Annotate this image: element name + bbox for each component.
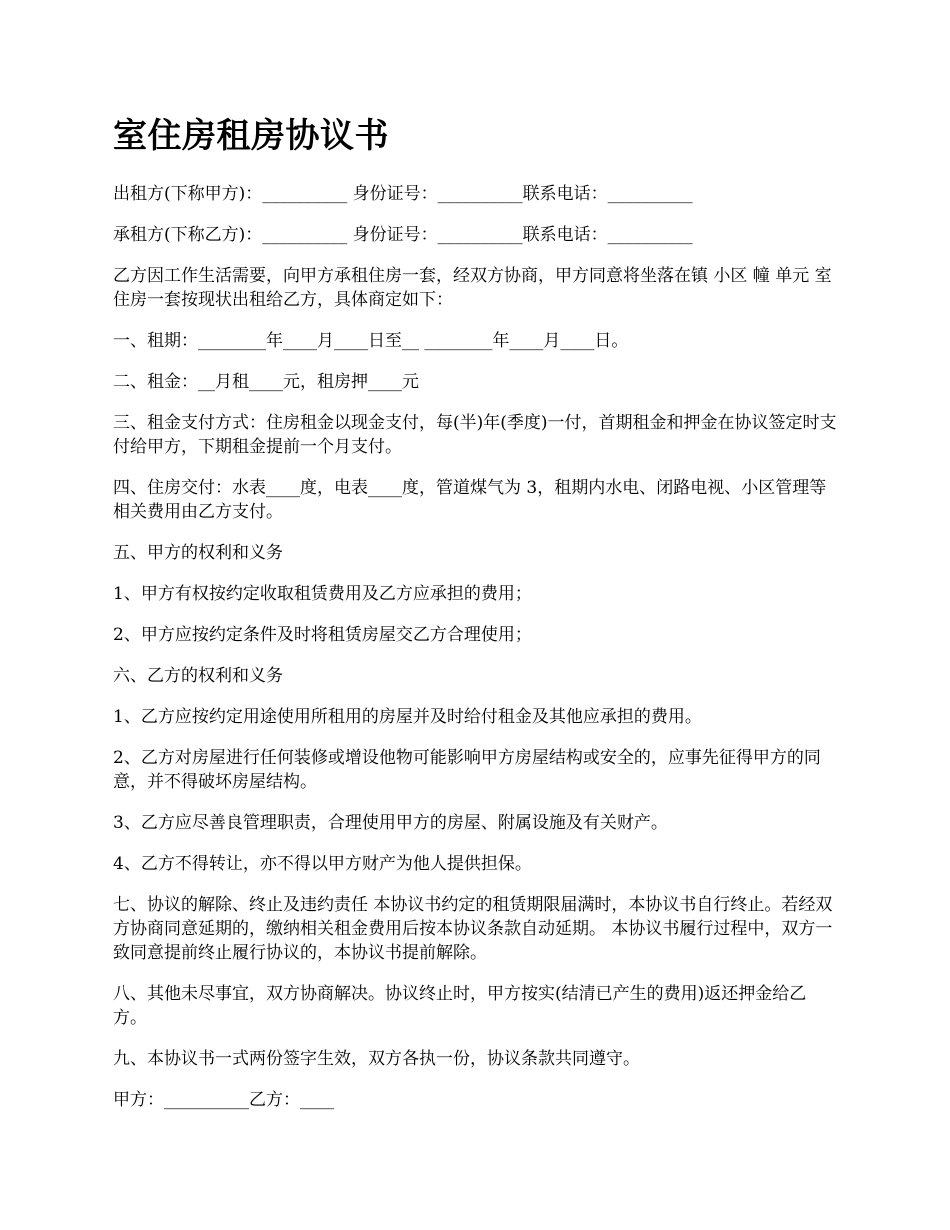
clause-delivery: 四、住房交付：水表____度，电表____度，管道煤气为 3，租期内水电、闭路电视、小区管理等相关费用由乙方支付。 (113, 478, 827, 522)
lessee-item-4: 4、乙方不得转让，亦不得以甲方财产为他人提供担保。 (113, 854, 532, 874)
document-page (113, 112, 839, 1129)
preamble: 乙方因工作生活需要，向甲方承租住房一套，经双方协商，甲方同意将坐落在镇 小区 幢 单元 室住房一套按现状出租给乙方，具体商定如下： (113, 266, 832, 310)
clause-other-matters: 八、其他未尽事宜，双方协商解决。协议终止时，甲方按实(结清已产生的费用)返还押金给乙方。 (113, 984, 807, 1028)
lessor-info: 出租方(下称甲方)：__________ 身份证号：__________联系电话：__________ (113, 184, 693, 204)
clause-rent: 二、租金：__月租____元，租房押____元 (113, 372, 419, 392)
clause-term: 一、租期：________年____月____日至__ ________年____月____日。 (113, 331, 629, 351)
lessor-item-2: 2、甲方应按约定条件及时将租赁房屋交乙方合理使用； (113, 625, 532, 645)
clause-payment-method: 三、租金支付方式：住房租金以现金支付，每(半)年(季度)一付，首期租金和押金在协议签定时支付给甲方，下期租金提前一个月支付。 (113, 413, 837, 457)
lessee-item-1: 1、乙方应按约定用途使用所租用的房屋并及时给付租金及其他应承担的费用。 (113, 707, 702, 727)
lessee-item-3: 3、乙方应尽善良管理职责，合理使用甲方的房屋、附属设施及有关财产。 (113, 813, 668, 833)
document-title: 室住房租房协议书 (113, 116, 389, 156)
lessee-info: 承租方(下称乙方)：__________ 身份证号：__________联系电话：__________ (113, 225, 693, 245)
lessee-item-2: 2、乙方对房屋进行任何装修或增设他物可能影响甲方房屋结构或安全的，应事先征得甲方的同意，并不得破坏房屋结构。 (113, 748, 821, 792)
clause-copies: 九、本协议书一式两份签字生效，双方各执一份，协议条款共同遵守。 (113, 1049, 640, 1069)
clause-termination: 七、协议的解除、终止及违约责任 本协议书约定的租赁期限届满时，本协议书自行终止。若经双方协商同意延期的，缴纳相关租金费用后按本协议条款自动延期。 本协议书履行过程中，双方一致同意提前终止履行协议的，本协议书提前解除。 (113, 895, 833, 963)
signature-line: 甲方：__________乙方：____ (113, 1090, 334, 1110)
heading-lessor-rights: 五、甲方的权利和义务 (113, 543, 283, 563)
heading-lessee-rights: 六、乙方的权利和义务 (113, 666, 283, 686)
lessor-item-1: 1、甲方有权按约定收取租赁费用及乙方应承担的费用； (113, 584, 532, 604)
